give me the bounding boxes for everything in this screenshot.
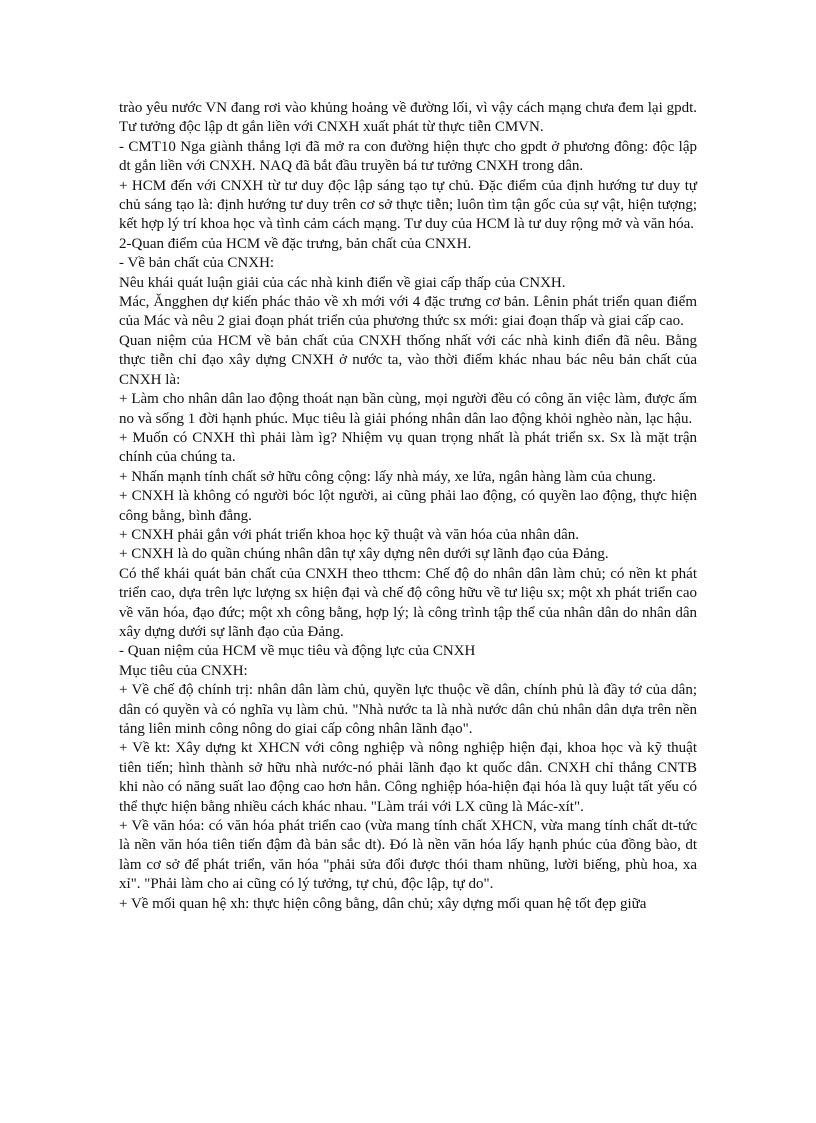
paragraph-14: + CNXH là do quần chúng nhân dân tự xây dựng nên dưới sự lãnh đạo của Đảng. [119, 546, 609, 563]
paragraph-10: + Muốn có CNXH thì phải làm ìg? Nhiệm vụ quan trọng nhất là phát triển sx. Sx là mặt trận chính của chúng ta. [119, 429, 697, 466]
paragraph-18: + Về chế độ chính trị: nhân dân làm chủ, quyền lực thuộc về dân, chính phủ là đầy tớ của dân; dân có quyền và có nghĩa vụ làm chủ. "Nhà nước ta là nhà nước dân chủ nhân dân dựa trên nền tảng liên minh công nông do giai cấp công nhân lãnh đạo". [119, 682, 697, 737]
paragraph-11: + Nhấn mạnh tính chất sở hữu công cộng: lấy nhà máy, xe lửa, ngân hàng làm của chung. [119, 468, 656, 485]
paragraph-6: Nêu khái quát luận giải của các nhà kinh điển về giai cấp thấp của CNXH. [119, 274, 566, 291]
paragraph-13: + CNXH phải gắn với phát triển khoa học kỹ thuật và văn hóa của nhân dân. [119, 526, 580, 543]
paragraph-3: + HCM đến với CNXH từ tư duy độc lập sáng tạo tự chủ. Đặc điểm của định hướng tư duy tự chủ sáng tạo là: định hướng tư duy trên cơ sở thực tiễn; luôn tìm tận gốc của sự vật, hiện tượng; kết hợp lý trí khoa học và tình cảm cách mạng. Tư duy của HCM là tư duy rộng mở và văn hóa. [119, 177, 697, 233]
paragraph-20: + Về văn hóa: có văn hóa phát triển cao (vừa mang tính chất XHCN, vừa mang tính chất dt-tức là nền văn hóa tiên tiến đậm đà bản sắc dt). Đó là nền văn hóa lấy hạnh phúc của đồng bào, dt làm cơ sở để phát triển, văn hóa "phải sửa đổi được thói tham nhũng, lười biếng, phù hoa, xa xỉ". "Phải làm cho ai cũng có lý tưởng, tự chủ, độc lập, tự do". [119, 818, 697, 893]
paragraph-9: + Làm cho nhân dân lao động thoát nạn bần cùng, mọi người đều có công ăn việc làm, được ấm no và sống 1 đời hạnh phúc. Mục tiêu là giải phóng nhân dân lao động khỏi nghèo nàn, lạc hậu. [119, 391, 697, 427]
paragraph-19: + Về kt: Xây dựng kt XHCN với công nghiệp và nông nghiệp hiện đại, khoa học và kỹ thuật tiên tiến; hình thành sở hữu nhà nước-nó phải lãnh đạo kt quốc dân. CNXH chỉ thắng CNTB khi nào có năng suất lao động cao hơn hẳn. Công nghiệp hóa-hiện đại hóa là quy luật tất yếu có thể thực hiện bằng nhiều cách khác nhau. "Làm trái với LX cũng là Mác-xít". [119, 740, 697, 815]
paragraph-8: Quan niệm của HCM về bản chất của CNXH thống nhất với các nhà kinh điển đã nêu. Bằng thực tiễn chỉ đạo xây dựng CNXH ở nước ta, vào thời điểm khác nhau bác nêu bản chất của CNXH là: [119, 332, 697, 388]
paragraph-2: - CMT10 Nga giành thắng lợi đã mở ra con đường hiện thực cho gpdt ở phương đông: độc lập dt gắn liền với CNXH. NAQ đã bắt đầu truyền bá tư tưởng CNXH trong dân. [119, 138, 697, 175]
document-page [119, 99, 697, 914]
section-heading-2: 2-Quan điểm của HCM về đặc trưng, bản chất của CNXH. [119, 235, 472, 252]
paragraph-15: Có thể khái quát bản chất của CNXH theo tthcm: Chế độ do nhân dân làm chủ; có nền kt phát triển cao, dựa trên lực lượng sx hiện đại và chế độ công hữu về tư liệu sx; một xh phát triển cao về văn hóa, đạo đức; một xh công bằng, hợp lý; là công trình tập thể của nhân dân do nhân dân xây dựng dưới sự lãnh đạo của Đảng. [119, 565, 697, 640]
paragraph-16: - Quan niệm của HCM về mục tiêu và động lực của CNXH [119, 643, 476, 660]
paragraph-5: - Về bản chất của CNXH: [119, 255, 275, 272]
paragraph-17: Mục tiêu của CNXH: [119, 662, 248, 679]
paragraph-21: + Về mối quan hệ xh: thực hiện công bằng, dân chủ; xây dựng mối quan hệ tốt đẹp giữa [119, 895, 647, 912]
paragraph-7: Mác, Ăngghen dự kiến phác thảo về xh mới với 4 đặc trưng cơ bản. Lênin phát triển quan điểm của Mác và nêu 2 giai đoạn phát triển của phương thức sx mới: giai đoạn thấp và giai cấp cao. [119, 294, 697, 330]
paragraph-1: trào yêu nước VN đang rơi vào khủng hoảng về đường lối, vì vậy cách mạng chưa đem lại gpdt. Tư tưởng độc lập dt gắn liền với CNXH xuất phát từ thực tiễn CMVN. [119, 100, 697, 136]
paragraph-12: + CNXH là không có người bóc lột người, ai cũng phải lao động, có quyền lao động, thực hiện công bằng, bình đẳng. [119, 488, 697, 524]
